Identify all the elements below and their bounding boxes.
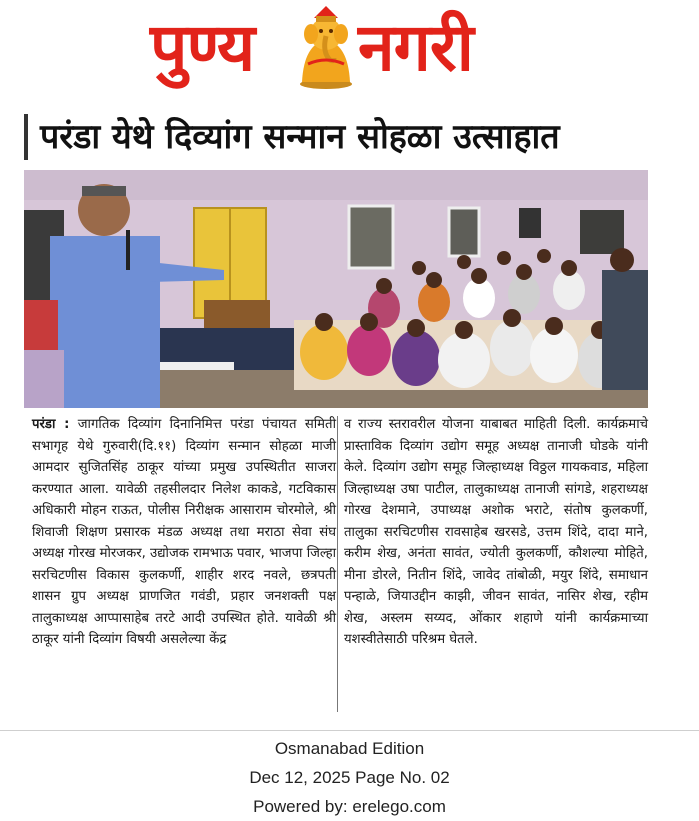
date-page-label: Dec 12, 2025 Page No. 02 — [249, 768, 450, 787]
masthead-name-right: नगरी — [358, 9, 473, 86]
headline: परंडा येथे दिव्यांग सन्मान सोहळा उत्साहात — [40, 117, 560, 157]
article-right-column — [344, 414, 648, 651]
article-left-column — [32, 414, 336, 651]
edition-label: Osmanabad Edition — [274, 739, 425, 758]
masthead — [0, 0, 699, 100]
article-left-text: जागतिक दिव्यांग दिनानिमित्त परंडा पंचायत समिती सभागृह येथे गुरुवारी(दि.११) दिव्यांग सन्मान सोहळा माजी आमदार सुजितसिंह ठाकूर यांच्या प्रमुख उपस्थितीत साजरा करण्यात आला. यावेळी तहसीलदार निलेश काकडे, गटविकास अधिकारी मोहन राऊत, पोलीस निरीक्षक आसाराम चोरमोले, श्री शिवाजी शिक्षण प्रसारक मंडळ अध्यक्ष तथा मराठा सेवा संघ अध्यक्ष गोरख मोरजकर, उद्योजक रामभाऊ पवार, भाजपा जिल्हा सरचिटणीस विकास कुलकर्णी, शाहीर शरद नवले, छत्रपती शासन ग्रुप अध्यक्ष प्राणजित गवंडी, प्रहार जनशक्ती पक्ष तालुकाध्यक्ष आप्पासाहेब तरटे आदी उपस्थित होते. यावेळी श्री ठाकूर यांनी दिव्यांग विषयी असलेल्या केंद्र — [32, 417, 336, 647]
event-photo — [24, 170, 648, 408]
headline-accent-bar — [24, 114, 28, 160]
footer-separator — [0, 730, 699, 731]
ganesha-icon — [296, 4, 356, 90]
masthead-name-left: पुण्य — [150, 9, 255, 86]
article-dateline: परंडा : — [32, 417, 70, 432]
column-divider — [337, 416, 338, 712]
article-right-text: व राज्य स्तरावरील योजना याबाबत माहिती दिली. कार्यक्रमाचे प्रास्ताविक दिव्यांग उद्योग समूह अध्यक्ष तानाजी घोडके यांनी केले. दिव्यांग उद्योग समूह जिल्हाध्यक्ष विठ्ठल गायकवाड, महिला जिल्हाध्यक्ष उषा पाटील, तालुकाध्यक्ष तानाजी सांगडे, शहराध्यक्ष गोरख देशमाने, उपाध्यक्ष अशोक भराटे, संतोष कुलकर्णी, तालुका सरचिटणीस रावसाहेब खरसडे, उत्तम शिंदे, दादा माने, करीम शेख, अनंता सावंत, ज्योती कुलकर्णी, कौशल्या मोहिते, मीना डोरले, नितीन शिंदे, जावेद तांबोळी, मयुर शिंदे, समाधान पन्हाळे, जियाउद्दीन काझी, जीवन सावंत, नासिर शेख, रहीम शेख, अस्लम सय्यद, ओंकार शहाणे यांनी कार्यक्रमाच्या यशस्वीतेसाठी परिश्रम घेतले. — [344, 417, 648, 647]
powered-by-label: Powered by: erelego.com — [253, 797, 446, 816]
